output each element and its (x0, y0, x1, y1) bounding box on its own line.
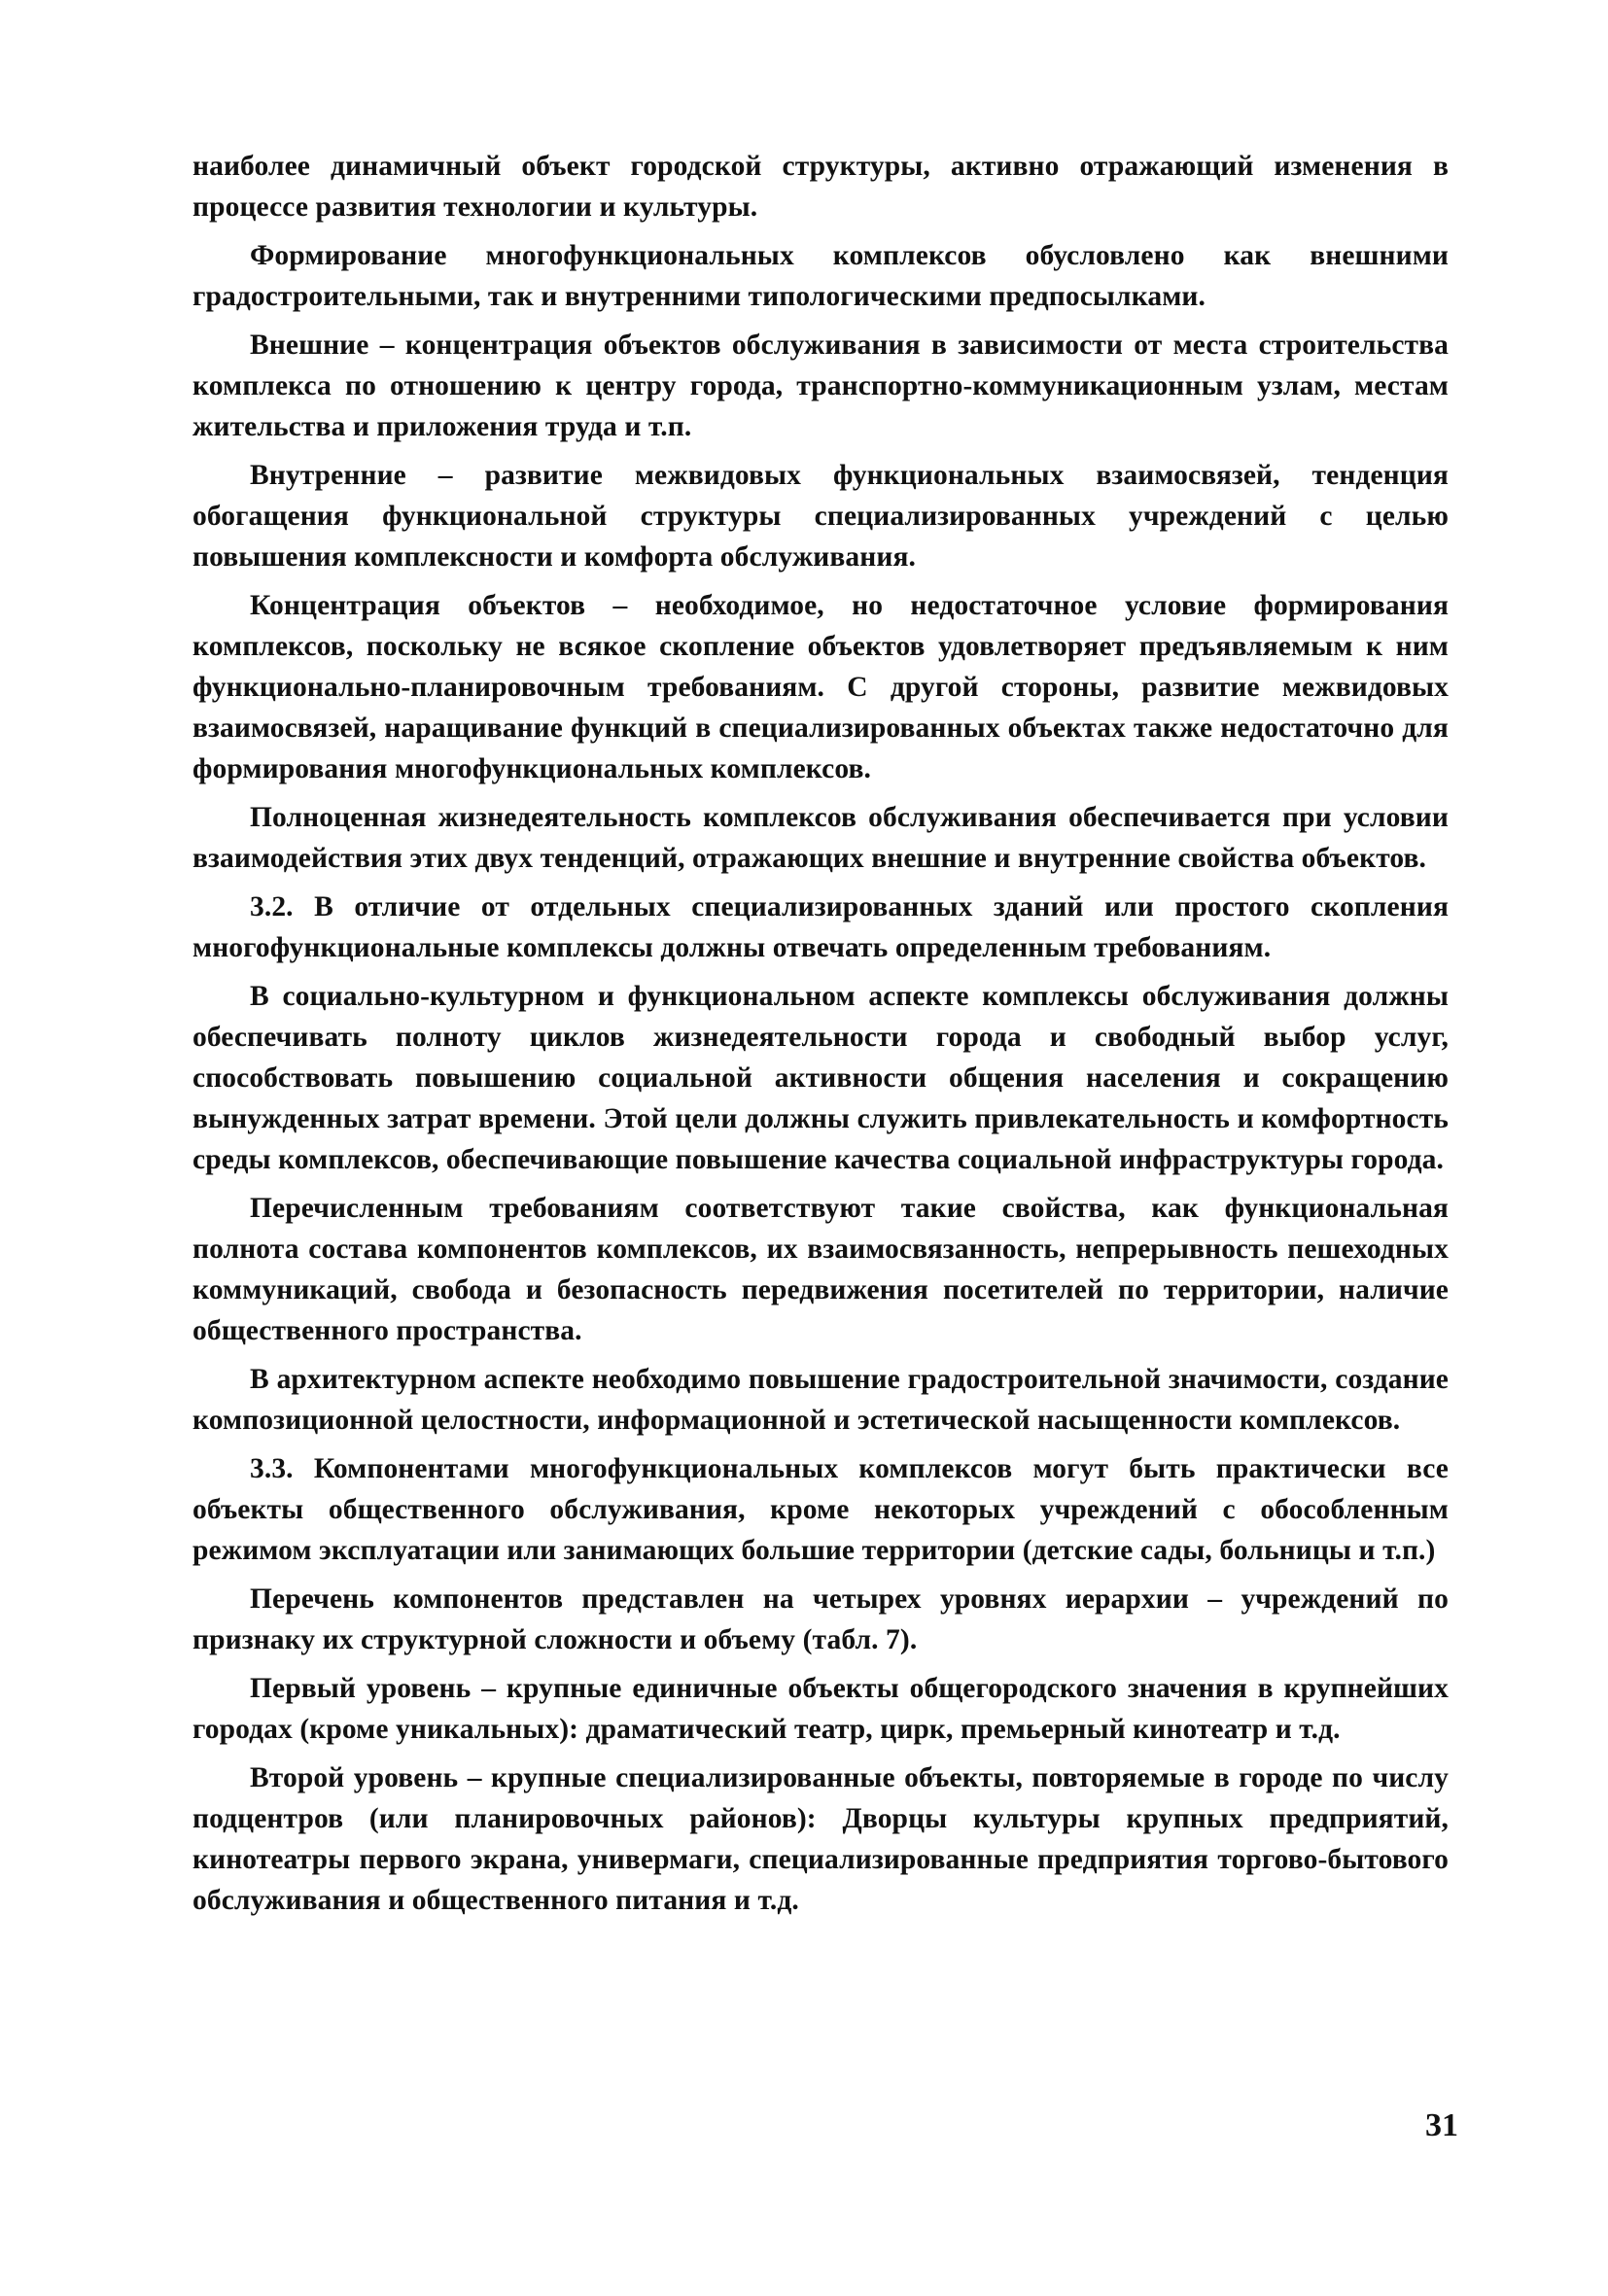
paragraph-12: Перечень компонентов представлен на четырех уровнях иерархии – учреждений по признаку их структурной сложности и объему (табл. 7). (192, 1583, 1449, 1655)
paragraph-5: Концентрация объектов – необходимое, но недостаточное условие формирования комплексов, поскольку не всякое скопление объектов удовлетворяет предъявляемым к ним функционально-планировочным требованиям. С другой стороны, развитие межвидовых взаимосвязей, наращивание функций в специализированных объектах также недостаточно для формирования многофункциональных комплексов. (192, 590, 1449, 784)
paragraph-2: Формирование многофункциональных комплексов обусловлено как внешними градостроительными, так и внутренними типологическими предпосылками. (192, 240, 1449, 312)
paragraph-10: В архитектурном аспекте необходимо повышение градостроительной значимости, создание композиционной целостности, информационной и эстетической насыщенности комплексов. (192, 1364, 1449, 1436)
paragraph-13: Первый уровень – крупные единичные объекты общегородского значения в крупнейших городах (кроме уникальных): драматический театр, цирк, премьерный кинотеатр и т.д. (192, 1673, 1449, 1745)
paragraph-8: В социально-культурном и функциональном аспекте комплексы обслуживания должны обеспечивать полноту циклов жизнедеятельности города и свободный выбор услуг, способствовать повышению социальной активности общения населения и сокращению вынужденных затрат времени. Этой цели должны служить привлекательность и комфортность среды комплексов, обеспечивающие повышение качества социальной инфраструктуры города. (192, 981, 1449, 1175)
page-number: 31 (1425, 2107, 1458, 2143)
paragraph-1: наиболее динамичный объект городской структуры, активно отражающий изменения в процессе развития технологии и культуры. (192, 151, 1449, 223)
paragraph-9: Перечисленным требованиям соответствуют такие свойства, как функциональная полнота состава компонентов комплексов, их взаимосвязанность, непрерывность пешеходных коммуникаций, свобода и безопасность передвижения посетителей по территории, наличие общественного пространства. (192, 1193, 1449, 1346)
paragraph-3: Внешние – концентрация объектов обслуживания в зависимости от места строительства комплекса по отношению к центру города, транспортно-коммуникационным узлам, местам жительства и приложения труда и т.п. (192, 330, 1449, 442)
paragraph-4: Внутренние – развитие межвидовых функциональных взаимосвязей, тенденция обогащения функциональной структуры специализированных учреждений с целью повышения комплексности и комфорта обслуживания. (192, 460, 1449, 573)
paragraph-14: Второй уровень – крупные специализированные объекты, повторяемые в городе по числу подцентров (или планировочных районов): Дворцы культуры крупных предприятий, кинотеатры первого экрана, универмаги, специализированные предприятия торгово-бытового обслуживания и общественного питания и т.д. (192, 1762, 1449, 1916)
paragraph-6: Полноценная жизнедеятельность комплексов обслуживания обеспечивается при условии взаимодействия этих двух тенденций, отражающих внешние и внутренние свойства объектов. (192, 802, 1449, 874)
page-body (192, 146, 1449, 1929)
paragraph-7: 3.2. В отличие от отдельных специализированных зданий или простого скопления многофункциональные комплексы должны отвечать определенным требованиям. (192, 891, 1449, 963)
paragraph-11: 3.3. Компонентами многофункциональных комплексов могут быть практически все объекты общественного обслуживания, кроме некоторых учреждений с обособленным режимом эксплуатации или занимающих большие территории (детские сады, больницы и т.п.) (192, 1453, 1449, 1566)
